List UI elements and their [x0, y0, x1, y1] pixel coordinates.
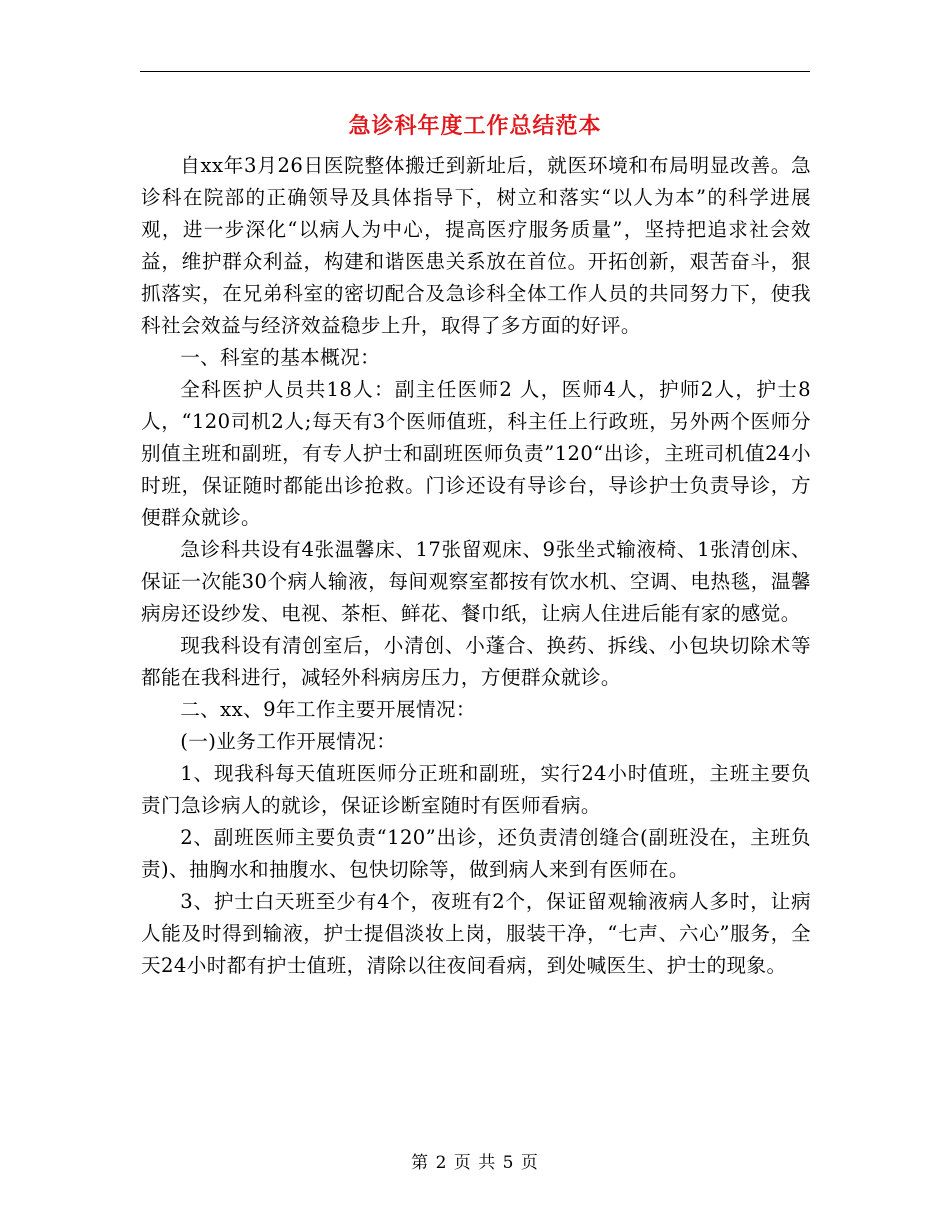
header-rule — [140, 71, 810, 72]
paragraph-beds: 急诊科共设有4张温馨床、17张留观床、9张坐式输液椅、1张清创床、保证一次能30个病人输液，每间观察室都按有饮水机、空调、电热毯，温馨病房还设纱发、电视、茶柜、鲜花、餐巾纸，让病人住进后能有家的感觉。 — [141, 538, 811, 625]
paragraph-item-1: 1、现我科每天值班医师分正班和副班，实行24小时值班，主班主要负责门急诊病人的就诊，保证诊断室随时有医师看病。 — [141, 762, 811, 817]
heading-section-1: 一、科室的基本概况： — [180, 346, 381, 369]
paragraph-item-3: 3、护士白天班至少有4个，夜班有2个，保证留观输液病人多时，让病人能及时得到输液，护士提倡淡妆上岗，服装干净，“七声、六心”服务，全天24小时都有护士值班，清除以往夜间看病，到处喊医生、护士的现象。 — [141, 890, 811, 977]
paragraph-intro: 自xx年3月26日医院整体搬迁到新址后，就医环境和布局明显改善。急诊科在院部的正确领导及具体指导下，树立和落实“以人为本”的科学进展观，进一步深化“以病人为中心，提高医疗服务质量”，坚持把追求社会效益，维护群众利益，构建和谐医患关系放在首位。开拓创新，艰苦奋斗，狠抓落实，在兄弟科室的密切配合及急诊科全体工作人员的共同努力下，使我科社会效益与经济效益稳步上升，取得了多方面的好评。 — [141, 154, 811, 337]
paragraph-staff: 全科医护人员共18人：副主任医师2 人，医师4人，护师2人，护士8人，“120司机2人;每天有3个医师值班，科主任上行政班，另外两个医师分别值主班和副班，有专人护士和副班医师负责”120“出诊，主班司机值24小时班，保证随时都能出诊抢救。门诊还设有导诊台，导诊护士负责导诊，方便群众就诊。 — [141, 378, 811, 529]
paragraph-debridement: 现我科设有清创室后，小清创、小蓬合、换药、拆线、小包块切除术等都能在我科进行，减轻外科病房压力，方便群众就诊。 — [141, 634, 811, 689]
paragraph-item-2: 2、副班医师主要负责“120”出诊，还负责清创缝合(副班没在，主班负责)、抽胸水和抽腹水、包快切除等，做到病人来到有医师在。 — [141, 826, 811, 881]
heading-subsection-1: (一)业务工作开展情况： — [180, 730, 397, 753]
document-body — [141, 150, 811, 982]
heading-section-2: 二、xx、9年工作主要开展情况： — [180, 698, 476, 721]
document-title: 急诊科年度工作总结范本 — [348, 113, 602, 139]
page-number: 第 2 页 共 5 页 — [411, 1153, 539, 1173]
